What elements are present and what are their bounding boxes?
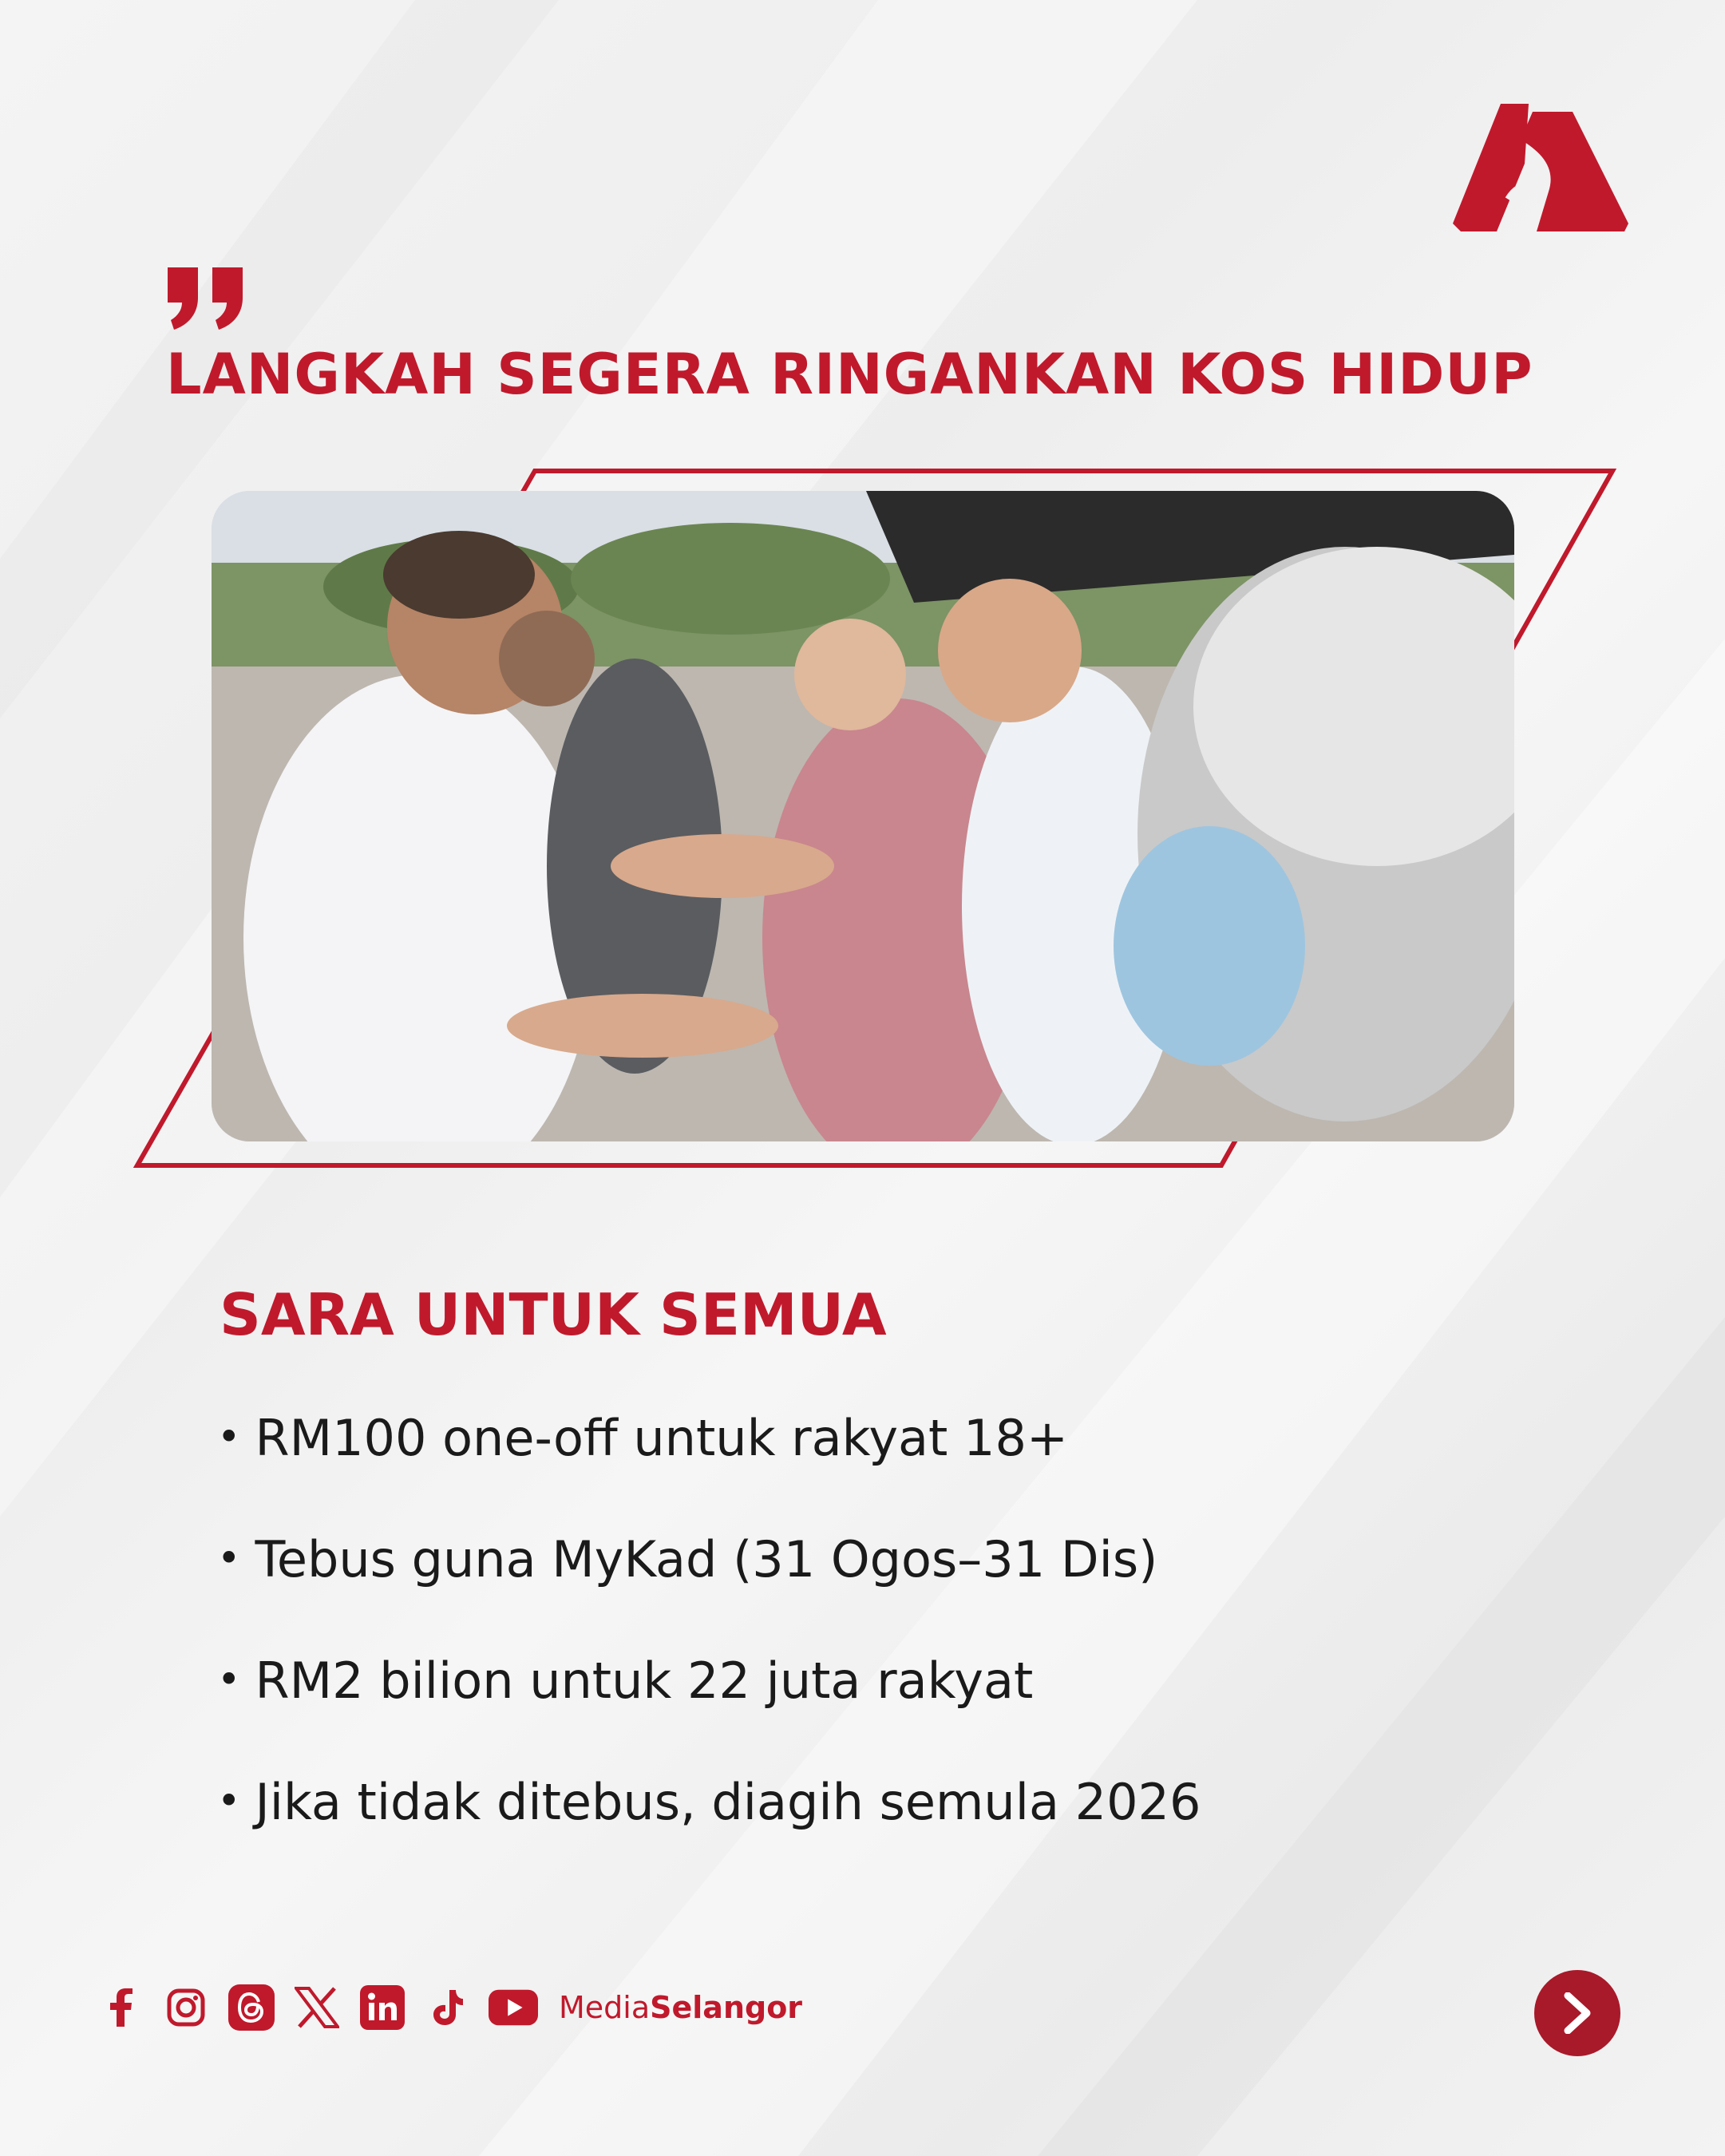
chevron-right-icon: [1560, 1992, 1595, 2034]
youtube-icon[interactable]: [489, 1983, 538, 2032]
list-item-text: RM2 bilion untuk 22 juta rakyat: [255, 1652, 1034, 1710]
bullet-marker: •: [217, 1778, 241, 1824]
list-item-text: RM100 one-off untuk rakyat 18+: [255, 1409, 1068, 1467]
mediaselangor-logo: [1453, 104, 1628, 235]
list-item-text: Tebus guna MyKad (31 Ogos–31 Dis): [255, 1530, 1158, 1588]
quote-mark-icon: [168, 267, 247, 331]
threads-icon[interactable]: [227, 1983, 276, 2032]
facebook-icon[interactable]: [96, 1983, 145, 2032]
bullet-marker: •: [217, 1656, 241, 1703]
list-item: [217, 1520, 1201, 1641]
bullet-list: [217, 1398, 1201, 1884]
brand-suffix: Selangor: [650, 1990, 803, 2025]
list-item: [217, 1762, 1201, 1884]
crowd-handshake-illustration: [212, 491, 1514, 1141]
brand-prefix: Media: [559, 1990, 651, 2025]
headline: LANGKAH SEGERA RINGANKAN KOS HIDUP: [166, 342, 1533, 407]
brand-name: [559, 1990, 802, 2025]
list-item-text: Jika tidak ditebus, diagih semula 2026: [255, 1773, 1201, 1831]
next-button[interactable]: [1534, 1970, 1620, 2056]
instagram-icon[interactable]: [161, 1983, 211, 2032]
list-item: [217, 1398, 1201, 1520]
linkedin-icon[interactable]: [358, 1983, 407, 2032]
list-item: [217, 1641, 1201, 1762]
social-links: [96, 1980, 802, 2035]
news-photo: [212, 491, 1514, 1141]
tiktok-icon[interactable]: [423, 1983, 473, 2032]
bullet-marker: •: [217, 1535, 241, 1581]
x-icon[interactable]: [292, 1983, 342, 2032]
bullet-marker: •: [217, 1414, 241, 1460]
section-title: SARA UNTUK SEMUA: [220, 1281, 887, 1348]
